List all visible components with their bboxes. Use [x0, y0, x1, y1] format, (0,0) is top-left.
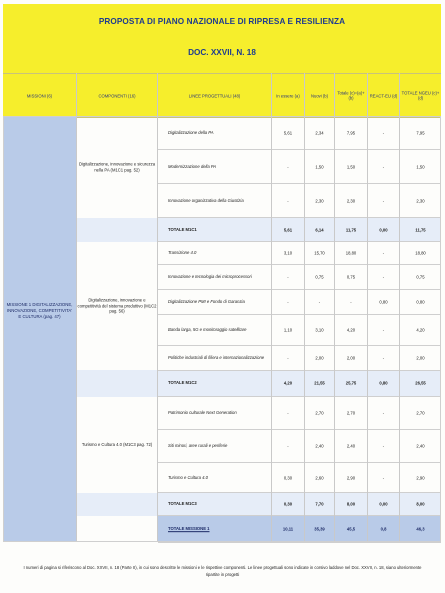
value-totale-ngeu: 2,30: [416, 198, 425, 203]
value-totale: 2,70: [346, 410, 356, 416]
column-divider: [157, 73, 158, 542]
value-totale: 18,80: [345, 250, 357, 256]
value-react-eu: -: [382, 410, 385, 416]
value-totale-ngeu: 18,80: [415, 250, 426, 256]
component-m1c1: [77, 116, 157, 218]
value-totale: 25,75: [345, 380, 357, 386]
value-totale: 7,95: [346, 130, 356, 135]
total-name: TOTALE M1C2: [168, 380, 197, 386]
value-totale-ngeu: 0,80: [416, 299, 425, 305]
value-in-essere: 1,10: [283, 327, 293, 333]
value-in-essere: 5,61: [283, 227, 293, 232]
value-react-eu: 0,80: [379, 380, 388, 386]
title-banner: [3, 4, 441, 73]
value-totale-ngeu: 2,40: [416, 443, 425, 449]
value-totale: 4,20: [346, 327, 356, 333]
value-in-essere: -: [287, 274, 289, 280]
header-componenti-label: COMPONENTI (16): [98, 92, 136, 98]
value-in-essere: 0,30: [283, 501, 293, 507]
value-in-essere: -: [287, 299, 289, 305]
grand-total-name: TOTALE MISSIONE 1: [168, 526, 210, 532]
component-label: Turismo e Cultura 4.0 (M1C3 pag. 72): [81, 442, 153, 448]
value-nuovi: 6,14: [315, 227, 324, 232]
value-in-essere: 10,11: [282, 526, 294, 532]
column-divider: [367, 73, 368, 542]
line-name: Digitalizzazione PMI e Fondo di Garanzia: [168, 299, 245, 305]
value-totale: 11,75: [345, 227, 357, 232]
header-react-eu: [368, 73, 399, 118]
value-nuovi: 3,10: [315, 327, 324, 333]
value-nuovi: 2,30: [315, 198, 324, 203]
value-nuovi: 7,70: [315, 501, 324, 507]
value-totale-ngeu: 11,75: [415, 227, 426, 232]
value-nuovi: 21,55: [314, 380, 325, 386]
line-name: Patrimonio culturale Next Generation: [168, 410, 237, 416]
total-name: TOTALE M1C3: [168, 501, 197, 507]
document-title: PROPOSTA DI PIANO NAZIONALE DI RIPRESA E RESILIENZA: [98, 17, 346, 26]
value-in-essere: -: [287, 355, 289, 361]
value-in-essere: 4,20: [283, 380, 293, 386]
value-totale-ngeu: 46,3: [416, 526, 425, 532]
column-divider: [334, 73, 335, 542]
line-name: Turismo e Cultura 4.0: [168, 474, 208, 480]
mission-label: MISSIONE 1 DIGITALIZZAZIONE, INNOVAZIONE, COMPETITIVITA' E CULTURA (pag. 47): [6, 302, 73, 320]
header-linee-label: LINEE PROGETTUALI (48): [188, 92, 241, 98]
value-nuovi: -: [318, 299, 321, 305]
value-nuovi: 1,50: [315, 164, 324, 169]
column-divider: [76, 73, 77, 542]
header-componenti: [77, 73, 157, 118]
value-nuovi: 2,34: [315, 130, 324, 135]
value-react-eu: 0,00: [379, 501, 388, 507]
value-totale-ngeu: 2,00: [416, 355, 425, 361]
value-in-essere: 5,61: [283, 130, 293, 135]
line-name: Transizione 4.0: [168, 250, 197, 256]
header-missioni-label: MISSIONI (6): [26, 92, 53, 98]
value-react-eu: -: [382, 164, 385, 169]
value-nuovi: 2,70: [315, 410, 324, 416]
line-name: Siti minori, aree rurali e periferie: [168, 443, 228, 449]
mission-cell: [3, 116, 76, 542]
value-in-essere: -: [287, 164, 289, 169]
header-in-essere: [272, 73, 304, 118]
total-name: TOTALE M1C1: [168, 226, 197, 232]
value-react-eu: -: [382, 355, 385, 361]
column-divider: [304, 73, 305, 542]
line-name: Digitalizzazione della PA: [168, 129, 214, 135]
value-nuovi: 2,40: [315, 443, 324, 449]
value-react-eu: -: [382, 250, 385, 256]
value-in-essere: 0,30: [283, 475, 293, 480]
header-missioni: [3, 73, 76, 118]
header-nuovi-label: Nuovi (b): [311, 92, 328, 98]
value-react-eu: -: [382, 130, 385, 135]
value-totale: -: [350, 299, 352, 305]
component-label: Digitalizzazione, innovazione e sicurezza nella PA (M1C1 pag. 52): [78, 161, 156, 172]
value-totale: 2,90: [346, 475, 356, 480]
line-name: Innovazione e tecnologia dei microprocessori: [168, 274, 252, 280]
line-name: Politiche industriali di filiera e internazionalizzazione: [168, 355, 265, 361]
value-totale-ngeu: 26,55: [415, 380, 426, 386]
value-react-eu: 0,80: [379, 299, 388, 305]
value-in-essere: -: [287, 443, 289, 449]
value-react-eu: 0,8: [380, 526, 387, 532]
document-subtitle: DOC. XXVII, N. 18: [188, 48, 256, 57]
value-nuovi: 2,60: [315, 475, 324, 480]
header-totale-ngeu: [400, 73, 441, 118]
value-in-essere: -: [287, 410, 289, 416]
value-nuovi: 35,39: [314, 526, 325, 532]
header-in-essere-label: In essere (a): [276, 92, 300, 98]
value-totale: 1,50: [346, 164, 356, 169]
value-totale: 2,40: [346, 443, 356, 449]
value-react-eu: -: [382, 443, 385, 449]
header-totale-ngeu-label: TOTALE NGEU (c)+(d): [401, 90, 440, 101]
value-totale: 2,30: [346, 198, 356, 203]
column-divider: [271, 73, 272, 542]
column-divider: [399, 73, 400, 542]
value-in-essere: -: [287, 198, 289, 203]
header-nuovi: [305, 73, 334, 118]
value-totale: 45,5: [346, 526, 356, 532]
header-totale: [335, 73, 367, 118]
value-totale-ngeu: 2,70: [416, 410, 425, 416]
line-name: Innovazione organizzativa della Giustizia: [168, 197, 244, 203]
value-react-eu: -: [382, 198, 385, 203]
value-react-eu: 0,00: [379, 227, 388, 232]
value-in-essere: 3,10: [283, 250, 293, 256]
value-totale-ngeu: 7,95: [416, 130, 425, 135]
header-totale-label: Totale (c)=(a)+(b): [337, 90, 365, 101]
value-totale: 0,75: [346, 274, 356, 280]
component-label: Digitalizzazione, innovazione e competitività del sistema produttivo (M1C2 pag. 56): [77, 297, 157, 314]
footnote: I numeri di pagina si riferiscono al Doc. XXVII, n. 18 (Parte II), in cui sono descritte le missioni e le rispettive componenti. Le linee progettuali sono indicate in corsivo laddove nel Doc. XXVII, n. 18, siano ulteriormente ripartite in progetti: [23, 565, 422, 577]
line-name: Banda larga, 5G e monitoraggio satellitare: [168, 327, 247, 333]
value-totale-ngeu: 0,75: [416, 274, 425, 280]
value-totale-ngeu: 4,20: [416, 327, 425, 333]
value-totale: 8,00: [346, 501, 356, 507]
line-name: Modernizzazione della PA: [168, 163, 217, 169]
value-react-eu: -: [382, 327, 385, 333]
header-linee: [158, 73, 271, 118]
component-m1c3: [77, 397, 157, 493]
value-nuovi: 15,70: [314, 250, 325, 256]
value-react-eu: -: [382, 475, 385, 480]
header-react-eu-label: REACT-EU (d): [369, 92, 398, 98]
value-totale-ngeu: 2,90: [416, 475, 425, 480]
value-totale-ngeu: 8,00: [416, 501, 425, 507]
value-totale-ngeu: 1,50: [416, 164, 425, 169]
value-react-eu: -: [382, 274, 385, 280]
value-nuovi: 2,00: [315, 355, 324, 361]
component-m1c2: [77, 242, 157, 370]
value-nuovi: 0,75: [315, 274, 324, 280]
value-totale: 2,00: [346, 355, 356, 361]
